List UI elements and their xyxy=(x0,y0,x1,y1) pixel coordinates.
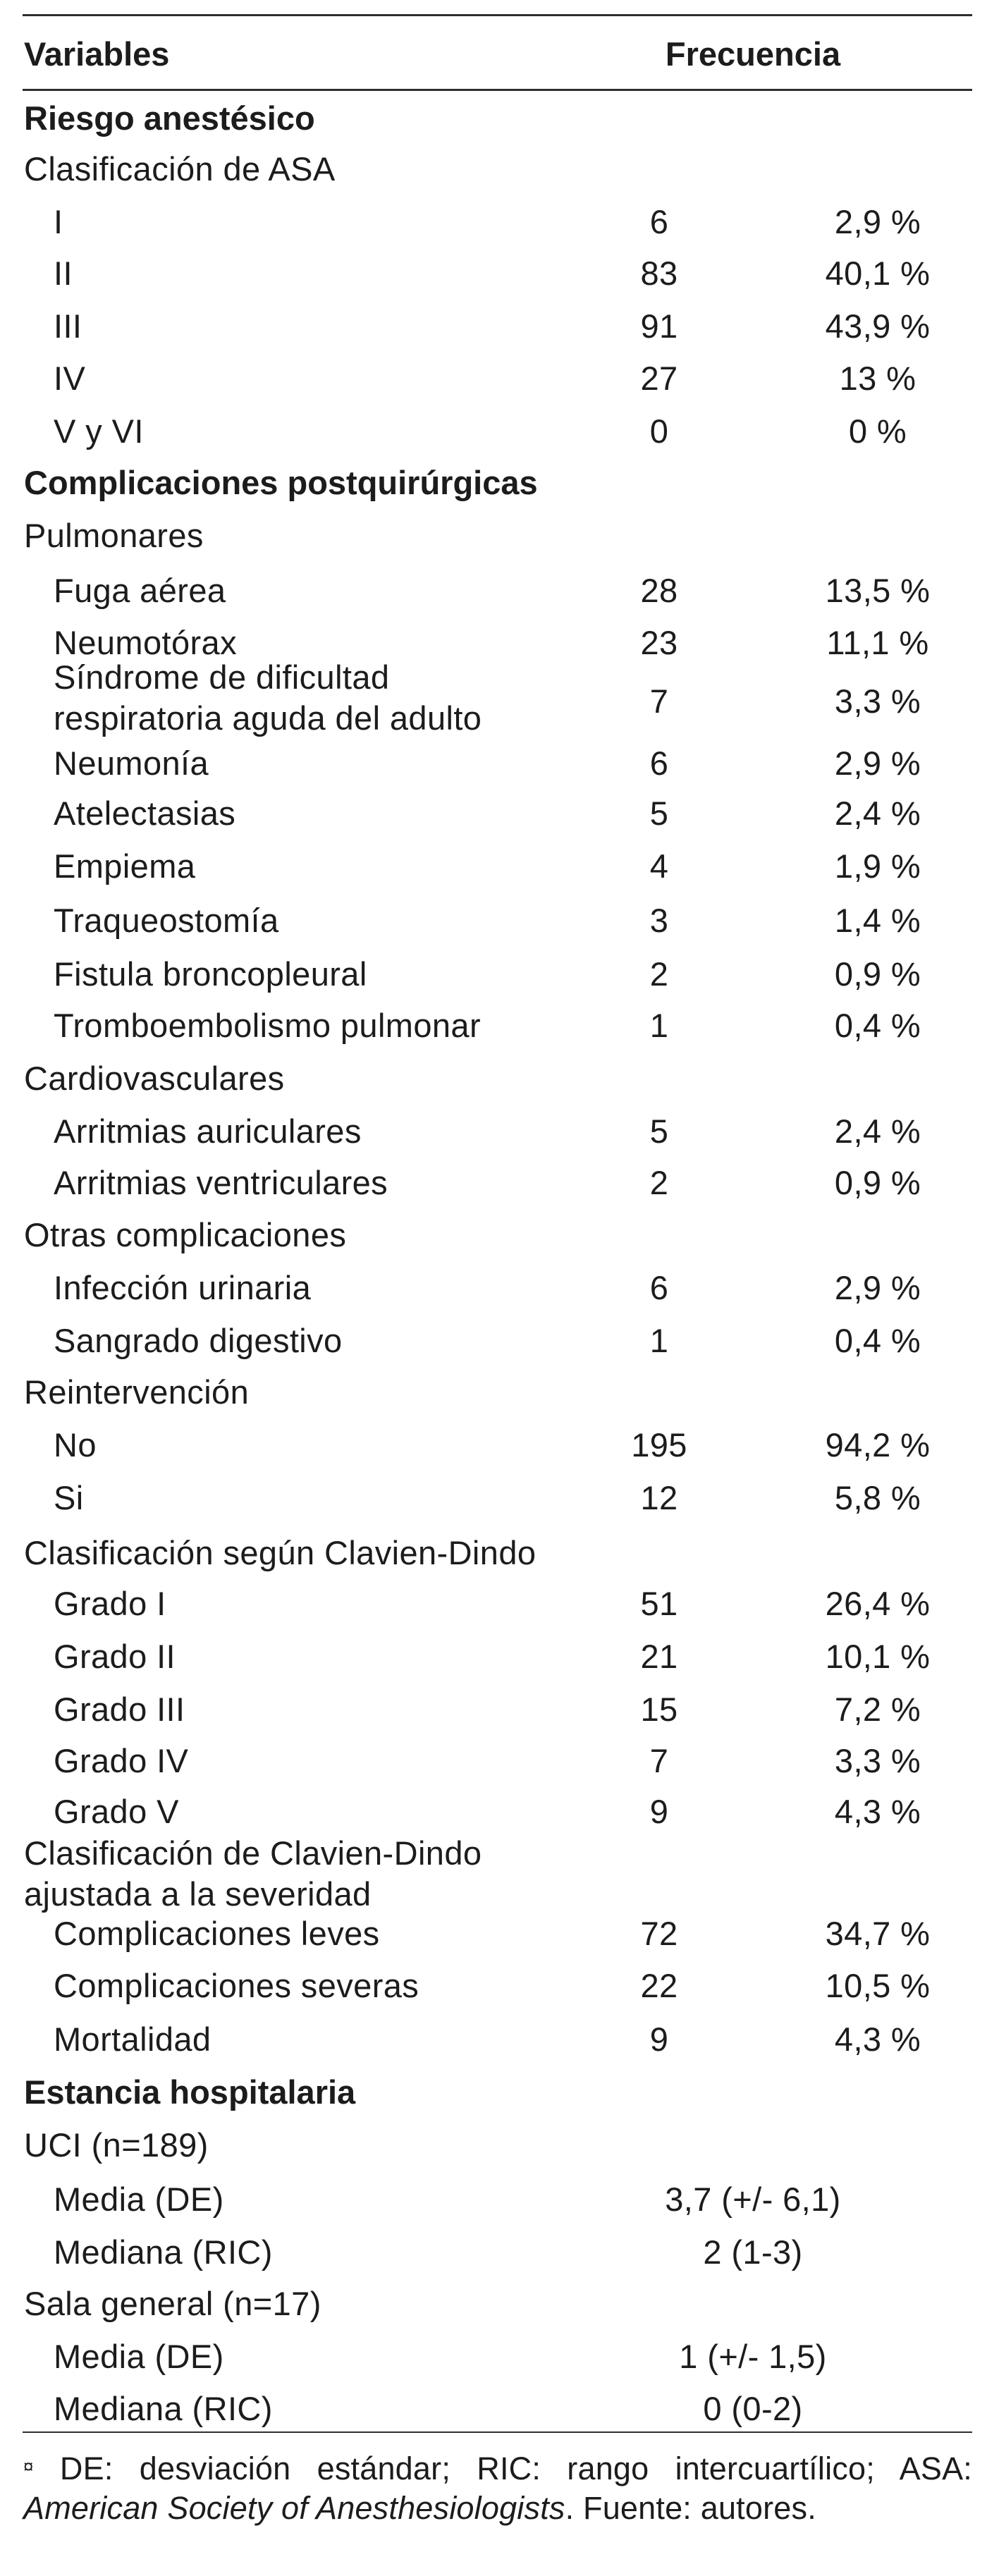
table-row: Empiema 4 1,9 % xyxy=(54,847,921,885)
group-label-reintervencion: Reintervención xyxy=(24,1373,250,1411)
group-label-asa: Clasificación de ASA xyxy=(24,150,336,188)
table-row: Media (DE) 1 (+/- 1,5) xyxy=(54,2338,827,2375)
section-title-riesgo: Riesgo anestésico xyxy=(24,99,315,137)
group-label-pulmonares: Pulmonares xyxy=(24,517,204,554)
section-title-complicaciones: Complicaciones postquirúrgicas xyxy=(24,464,538,501)
table-top-rule xyxy=(23,14,972,16)
table-row: Neumotórax 23 11,1 % xyxy=(54,624,929,661)
table-row: Neumonía 6 2,9 % xyxy=(54,744,921,782)
table-row: II 83 40,1 % xyxy=(54,254,931,292)
table-footnote xyxy=(23,2449,972,2528)
table-row: Grado I 51 26,4 % xyxy=(54,1585,931,1622)
group-label-sala: Sala general (n=17) xyxy=(24,2285,321,2322)
table-row: Mortalidad 9 4,3 % xyxy=(54,2020,921,2058)
group-label-uci: UCI (n=189) xyxy=(24,2126,209,2164)
footnote-source: . Fuente: autores. xyxy=(565,2490,816,2526)
table-row: No 195 94,2 % xyxy=(54,1426,931,1464)
table-row: Tromboembolismo pulmonar 1 0,4 % xyxy=(54,1007,921,1044)
row-label-line2: respiratoria aguda del adulto xyxy=(54,699,482,737)
table-row: Grado V 9 4,3 % xyxy=(54,1793,921,1830)
table-row: Atelectasias 5 2,4 % xyxy=(54,795,921,832)
table-row: III 91 43,9 % xyxy=(54,307,931,345)
table-row: Mediana (RIC) 2 (1-3) xyxy=(54,2233,803,2271)
table-row: Fuga aérea 28 13,5 % xyxy=(54,572,931,609)
table-row: Fistula broncopleural 2 0,9 % xyxy=(54,955,921,993)
table-row: Si 12 5,8 % xyxy=(54,1479,921,1516)
table-row: Sangrado digestivo 1 0,4 % xyxy=(54,1322,921,1359)
table-row: Media (DE) 3,7 (+/- 6,1) xyxy=(54,2181,841,2218)
column-header-variables: Variables xyxy=(24,35,170,73)
table-row: Complicaciones leves 72 34,7 % xyxy=(54,1915,931,1952)
table-row: Traqueostomía 3 1,4 % xyxy=(54,902,921,939)
group-label-clavien: Clasificación según Clavien-Dindo xyxy=(24,1534,537,1571)
header-rule xyxy=(23,89,972,91)
group-label-clavien-ajustada-line1: Clasificación de Clavien-Dindo xyxy=(24,1834,482,1872)
footnote-line1: DE: desviación estándar; RIC: rango intercuartílico; ASA: xyxy=(59,2451,973,2486)
table-row: Complicaciones severas 22 10,5 % xyxy=(54,1967,931,2004)
column-header-frequency: Frecuencia xyxy=(665,35,841,73)
row-label-line1: Síndrome de dificultad xyxy=(54,658,390,696)
group-label-clavien-ajustada-line2: ajustada a la severidad xyxy=(24,1875,372,1913)
table-row: IV 27 13 % xyxy=(54,360,916,397)
table-row: Arritmias ventriculares 2 0,9 % xyxy=(54,1164,921,1201)
table-row: Mediana (RIC) 0 (0-2) xyxy=(54,2390,803,2427)
footnote-marker: ¤ xyxy=(23,2455,34,2477)
table-bottom-rule xyxy=(23,2431,972,2433)
table-row: I 6 2,9 % xyxy=(54,203,921,240)
table-row: Arritmias auriculares 5 2,4 % xyxy=(54,1112,921,1150)
table-row: Grado IV 7 3,3 % xyxy=(54,1742,921,1779)
table-row: Grado II 21 10,1 % xyxy=(54,1638,931,1675)
table-row: V y VI 0 0 % xyxy=(54,412,907,450)
table-row: Grado III 15 7,2 % xyxy=(54,1691,921,1728)
group-label-otras: Otras complicaciones xyxy=(24,1216,347,1253)
table-row: Infección urinaria 6 2,9 % xyxy=(54,1269,921,1306)
footnote-italic-society: American Society of Anesthesiologists xyxy=(23,2490,565,2526)
group-label-cardiovasculares: Cardiovasculares xyxy=(24,1060,285,1097)
section-title-estancia: Estancia hospitalaria xyxy=(24,2073,356,2111)
